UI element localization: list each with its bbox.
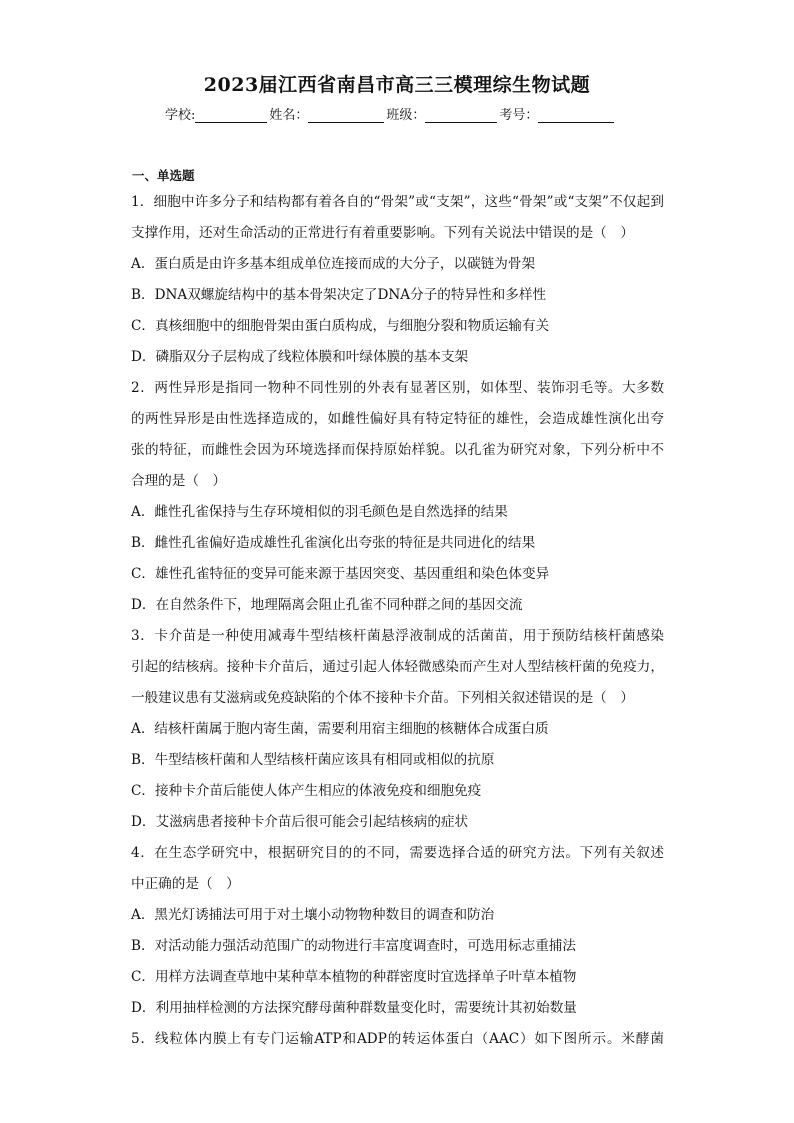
option-line: C．接种卡介苗后能使人体产生相应的体液免疫和细胞免疫 [131, 783, 482, 799]
text-line: 张的特征，而雌性会因为环境选择而保持原始样貌。以孔雀为研究对象，下列分析中不 [131, 442, 664, 458]
text-line: 合理的是（ ） [131, 473, 227, 489]
option-line: B．雌性孔雀偏好造成雄性孔雀演化出夸张的特征是共同进化的结果 [131, 535, 536, 551]
text-line: 支撑作用，还对生命活动的正常进行有着重要影响。下列有关说法中错误的是（ ） [131, 225, 634, 241]
text-line: 1．细胞中许多分子和结构都有着各自的“骨架”或“支架”，这些“骨架”或“支架”不仅起到 [131, 194, 664, 210]
class-blank [425, 108, 497, 123]
option-line: D．磷脂双分子层构成了线粒体膜和叶绿体膜的基本支架 [131, 349, 469, 365]
text-line: 的两性异形是由性选择造成的，如雌性偏好具有特定特征的雄性，会造成雄性演化出夸 [131, 411, 664, 427]
text-line: 2．两性异形是指同一物种不同性别的外表有显著区别，如体型、装饰羽毛等。大多数 [131, 380, 664, 396]
exam-no-blank [538, 108, 614, 123]
option-line: A．雌性孔雀保持与生存环境相似的羽毛颜色是自然选择的结果 [131, 504, 508, 520]
text-line: 4．在生态学研究中，根据研究目的的不同，需要选择合适的研究方法。下列有关叙述 [131, 845, 664, 861]
option-line: A．结核杆菌属于胞内寄生菌，需要利用宿主细胞的核糖体合成蛋白质 [131, 721, 549, 737]
text-line: 中正确的是（ ） [131, 876, 240, 892]
option-line: C．用样方法调查草地中某种草本植物的种群密度时宜选择单子叶草本植物 [131, 969, 577, 985]
option-line: C．雄性孔雀特征的变异可能来源于基因突变、基因重组和染色体变异 [131, 566, 550, 582]
option-line: D．利用抽样检测的方法探究酵母菌种群数量变化时，需要统计其初始数量 [131, 1000, 577, 1016]
option-line: A．黑光灯诱捕法可用于对土壤小动物物种数目的调查和防治 [131, 907, 495, 923]
option-line: A．蛋白质是由许多基本组成单位连接而成的大分子，以碳链为骨架 [131, 256, 536, 272]
page-title: 2023届江西省南昌市高三三模理综生物试题 [203, 74, 591, 96]
name-blank [308, 108, 384, 123]
option-line: B．DNA双螺旋结构中的基本骨架决定了DNA分子的特异性和多样性 [131, 287, 547, 303]
text-line: 5．线粒体内膜上有专门运输ATP和ADP的转运体蛋白（AAC）如下图所示。米酵菌 [131, 1031, 664, 1047]
option-line: B．对活动能力强活动范围广的动物进行丰富度调查时，可选用标志重捕法 [131, 938, 576, 954]
option-line: B．牛型结核杆菌和人型结核杆菌应该具有相同或相似的抗原 [131, 752, 495, 768]
option-line: D．艾滋病患者接种卡介苗后很可能会引起结核病的症状 [131, 814, 469, 830]
text-line: 一般建议患有艾滋病或免疫缺陷的个体不接种卡介苗。下列相关叙述错误的是（ ） [131, 690, 634, 706]
section-heading: 一、单选题 [132, 168, 195, 183]
text-line: 3．卡介苗是一种使用减毒牛型结核杆菌悬浮液制成的活菌苗，用于预防结核杆菌感染 [131, 628, 664, 644]
text-line: 引起的结核病。接种卡介苗后，通过引起人体轻微感染而产生对人型结核杆菌的免疫力， [131, 659, 664, 675]
class-label: 班级： [386, 108, 426, 123]
school-blank [195, 108, 267, 123]
question-content [131, 187, 664, 1055]
option-line: D．在自然条件下，地理隔离会阻止孔雀不同种群之间的基因交流 [131, 597, 523, 613]
option-line: C．真核细胞中的细胞骨架由蛋白质构成，与细胞分裂和物质运输有关 [131, 318, 550, 334]
name-label: 姓名： [269, 108, 309, 123]
exam-no-label: 考号： [499, 108, 539, 123]
school-label: 学校: [165, 108, 196, 123]
student-info-line [165, 104, 616, 123]
